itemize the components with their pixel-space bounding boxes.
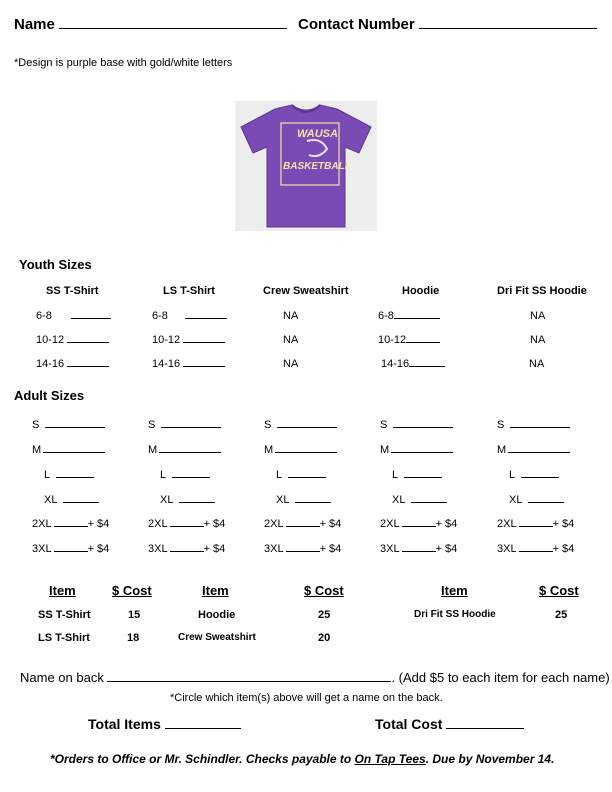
size-label: 6-8 [378,310,394,322]
size-label: XL [160,494,174,506]
adult-size-cell[interactable] [32,419,105,431]
qty-line[interactable] [67,366,109,367]
surcharge-label: + $4 [203,518,226,530]
adult-size-cell[interactable] [148,543,225,555]
qty-line[interactable] [67,342,109,343]
price-header-cost-3: $ Cost [539,583,579,598]
price-cost-ls-tshirt: 18 [127,632,140,644]
size-label: L [44,469,51,481]
price-cost-crew: 20 [318,632,331,644]
qty-line[interactable] [411,502,447,503]
size-label: 10-12 [378,334,407,346]
qty-line[interactable] [391,452,453,453]
price-header-cost-1: $ Cost [112,583,152,598]
size-label: 14-16 [36,358,65,370]
price-item-hoodie: Hoodie [198,609,236,621]
size-label: L [276,469,283,481]
qty-line[interactable] [521,477,559,478]
size-label: S [497,419,505,431]
qty-line[interactable] [402,526,436,527]
youth-ss-10-12[interactable] [36,334,109,346]
adult-size-cell[interactable] [44,469,94,481]
qty-line[interactable] [170,526,204,527]
price-cost-drifit: 25 [555,609,568,621]
adult-size-cell[interactable] [264,419,337,431]
tshirt-graphic [235,101,377,231]
size-label: 14-16 [381,358,410,370]
size-label: S [32,419,40,431]
qty-line[interactable] [519,551,553,552]
qty-line[interactable] [170,551,204,552]
design-note: *Design is purple base with gold/white letters [14,57,233,69]
adult-size-cell[interactable] [497,419,570,431]
size-label: L [509,469,516,481]
size-label: 3XL [380,543,400,555]
size-label: 2XL [497,518,517,530]
surcharge-label: + $4 [87,543,110,555]
price-header-item-3: Item [441,583,468,598]
price-cost-ss-tshirt: 15 [128,609,141,621]
qty-line[interactable] [185,318,227,319]
price-item-drifit: Dri Fit SS Hoodie [414,609,496,620]
total-items-field [88,716,241,732]
qty-line[interactable] [54,526,88,527]
size-label: S [264,419,272,431]
size-label: 2XL [148,518,168,530]
price-item-ls-tshirt: LS T-Shirt [38,632,90,644]
youth-crew-row1: NA [283,310,299,322]
size-label: S [148,419,156,431]
price-item-ss-tshirt: SS T-Shirt [38,609,91,621]
contact-field [298,16,597,33]
size-label: M [32,444,42,456]
surcharge-label: + $4 [87,518,110,530]
youth-col-hoodie: Hoodie [402,285,440,297]
size-label: 14-16 [152,358,181,370]
adult-size-cell[interactable] [148,444,221,456]
qty-line[interactable] [63,502,99,503]
youth-crew-row2: NA [283,334,299,346]
total-cost-field [375,716,524,732]
surcharge-label: + $4 [319,518,342,530]
surcharge-label: + $4 [552,518,575,530]
adult-size-cell[interactable] [497,518,574,530]
size-label: M [264,444,274,456]
youth-drifit-row2: NA [530,334,546,346]
price-header-cost-2: $ Cost [304,583,344,598]
price-header-item-1: Item [49,583,76,598]
circle-note: *Circle which item(s) above will get a name on the back. [170,692,443,704]
qty-line[interactable] [286,551,320,552]
footer-part2: . Due by November 14. [425,752,555,766]
qty-line[interactable] [295,502,331,503]
qty-line[interactable] [56,477,94,478]
total-items-line[interactable] [165,728,241,729]
shirt-image [235,101,377,231]
qty-line[interactable] [286,526,320,527]
adult-size-cell[interactable] [380,419,453,431]
qty-line[interactable] [406,342,440,343]
contact-label: Contact Number [298,16,415,33]
adult-size-cell[interactable] [392,494,447,506]
qty-line[interactable] [43,452,105,453]
youth-drifit-row3: NA [529,358,545,370]
name-on-back-label: Name on back [20,670,104,685]
adult-size-cell[interactable] [148,518,225,530]
youth-col-crew-sweatshirt: Crew Sweatshirt [263,285,349,297]
youth-hoodie-6-8[interactable] [378,310,440,322]
qty-line[interactable] [183,366,225,367]
size-label: 3XL [497,543,517,555]
adult-size-cell[interactable] [509,494,564,506]
qty-line[interactable] [394,318,440,319]
size-label: XL [392,494,406,506]
youth-ls-6-8[interactable] [152,310,227,322]
size-label: 10-12 [36,334,65,346]
surcharge-label: + $4 [319,543,342,555]
adult-size-cell[interactable] [276,494,331,506]
qty-line[interactable] [275,452,337,453]
youth-crew-row3: NA [283,358,299,370]
size-label: L [392,469,399,481]
qty-line[interactable] [71,318,111,319]
qty-line[interactable] [45,427,105,428]
size-label: S [380,419,388,431]
qty-line[interactable] [161,427,221,428]
qty-line[interactable] [510,427,570,428]
surcharge-label: + $4 [435,543,458,555]
size-label: M [380,444,390,456]
qty-line[interactable] [54,551,88,552]
total-cost-line[interactable] [446,728,524,729]
adult-size-cell[interactable] [392,469,442,481]
youth-hoodie-10-12[interactable] [378,334,440,346]
surcharge-label: + $4 [552,543,575,555]
size-label: 3XL [32,543,52,555]
total-cost-label: Total Cost [375,716,443,732]
qty-line[interactable] [172,477,210,478]
adult-size-cell[interactable] [497,543,574,555]
size-label: 6-8 [36,310,52,322]
name-on-back-suffix: . (Add $5 to each item for each name) [391,670,610,685]
qty-line[interactable] [402,551,436,552]
size-label: M [497,444,507,456]
qty-line[interactable] [519,526,553,527]
price-item-crew: Crew Sweatshirt [178,632,256,643]
footer-note [50,752,554,766]
adult-size-cell[interactable] [44,494,99,506]
youth-col-ss-tshirt: SS T-Shirt [46,285,99,297]
name-on-back-field [20,670,610,685]
qty-line[interactable] [277,427,337,428]
qty-line[interactable] [288,477,326,478]
adult-size-cell[interactable] [32,518,109,530]
adult-size-cell[interactable] [276,469,326,481]
name-field [14,16,287,33]
footer-payee: On Tap Tees [354,752,426,766]
size-label: 10-12 [152,334,181,346]
youth-sizes-title: Youth Sizes [19,257,92,272]
size-label: 2XL [380,518,400,530]
adult-size-cell[interactable] [148,419,221,431]
total-items-label: Total Items [88,716,161,732]
name-label: Name [14,16,55,33]
shirt-text-line1: WAUSA [297,128,338,140]
qty-line[interactable] [179,502,215,503]
shirt-text-line2: BASKETBALL [283,161,351,172]
youth-ls-10-12[interactable] [152,334,225,346]
size-label: 3XL [264,543,284,555]
youth-ls-14-16[interactable] [152,358,225,370]
size-label: M [148,444,158,456]
adult-size-cell[interactable] [264,543,341,555]
name-on-back-line[interactable] [107,681,391,682]
qty-line[interactable] [528,502,564,503]
youth-col-ls-tshirt: LS T-Shirt [163,285,215,297]
size-label: L [160,469,167,481]
youth-ss-14-16[interactable] [36,358,109,370]
adult-size-cell[interactable] [264,518,341,530]
adult-size-cell[interactable] [264,444,337,456]
size-label: 6-8 [152,310,168,322]
qty-line[interactable] [159,452,221,453]
adult-size-cell[interactable] [380,543,457,555]
adult-size-cell[interactable] [160,494,215,506]
size-label: XL [44,494,58,506]
adult-size-cell[interactable] [380,518,457,530]
qty-line[interactable] [183,342,225,343]
adult-size-cell[interactable] [509,469,559,481]
surcharge-label: + $4 [203,543,226,555]
size-label: XL [276,494,290,506]
youth-drifit-row1: NA [530,310,546,322]
qty-line[interactable] [409,366,445,367]
adult-sizes-title: Adult Sizes [14,388,85,403]
youth-hoodie-14-16[interactable] [381,358,445,370]
qty-line[interactable] [404,477,442,478]
youth-col-drifit-hoodie: Dri Fit SS Hoodie [497,285,587,297]
youth-ss-6-8[interactable] [36,310,111,322]
qty-line[interactable] [393,427,453,428]
size-label: XL [509,494,523,506]
size-label: 3XL [148,543,168,555]
footer-part1: *Orders to Office or Mr. Schindler. Checks payable to [50,752,355,766]
price-cost-hoodie: 25 [318,609,331,621]
contact-line[interactable] [419,28,597,29]
price-header-item-2: Item [202,583,229,598]
surcharge-label: + $4 [435,518,458,530]
name-line[interactable] [59,28,287,29]
adult-size-cell[interactable] [32,543,109,555]
size-label: 2XL [32,518,52,530]
adult-size-cell[interactable] [497,444,570,456]
adult-size-cell[interactable] [380,444,453,456]
adult-size-cell[interactable] [32,444,105,456]
qty-line[interactable] [508,452,570,453]
adult-size-cell[interactable] [160,469,210,481]
size-label: 2XL [264,518,284,530]
